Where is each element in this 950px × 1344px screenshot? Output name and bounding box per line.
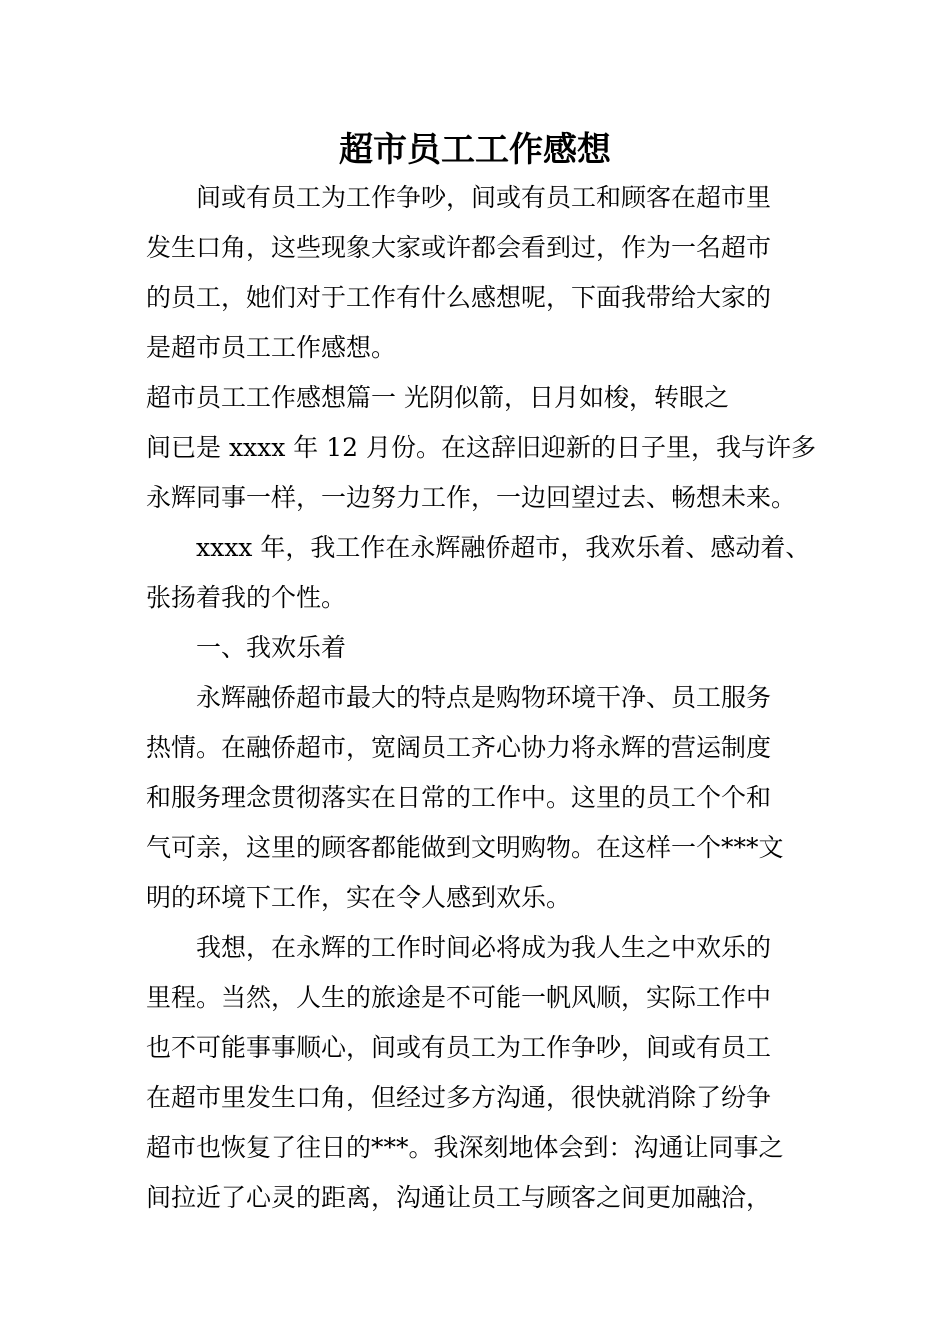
paragraph-line: 在超市里发生口角，但经过多方沟通，很快就消除了纷争 xyxy=(146,1083,772,1112)
paragraph-line: 气可亲，这里的顾客都能做到文明购物。在这样一个***文 xyxy=(146,833,784,862)
paragraph-line: 永辉同事一样，一边努力工作，一边回望过去、畅想未来。 xyxy=(146,483,797,512)
paragraph-line: 热情。在融侨超市，宽阔员工齐心协力将永辉的营运制度 xyxy=(146,733,772,762)
paragraph-line: 永辉融侨超市最大的特点是购物环境干净、员工服务 xyxy=(196,683,772,712)
paragraph-line: 发生口角，这些现象大家或许都会看到过，作为一名超市 xyxy=(146,233,772,262)
paragraph-line: 我想，在永辉的工作时间必将成为我人生之中欢乐的 xyxy=(196,933,772,962)
paragraph-line: xxxx 年，我工作在永辉融侨超市，我欢乐着、感动着、 xyxy=(196,533,811,562)
paragraph-line: 的员工，她们对于工作有什么感想呢，下面我带给大家的 xyxy=(146,283,772,312)
document-title: 超市员工工作感想 xyxy=(339,130,611,170)
paragraph-line: 也不可能事事顺心，间或有员工为工作争吵，间或有员工 xyxy=(146,1033,772,1062)
paragraph-line: 间已是 xxxx 年 12 月份。在这辞旧迎新的日子里，我与许多 xyxy=(146,433,816,462)
paragraph-line: 里程。当然，人生的旅途是不可能一帆风顺，实际工作中 xyxy=(146,983,772,1012)
paragraph-line: 明的环境下工作，实在令人感到欢乐。 xyxy=(146,883,572,912)
paragraph-line: 张扬着我的个性。 xyxy=(146,583,347,612)
paragraph-line: 超市也恢复了往日的***。我深刻地体会到：沟通让同事之 xyxy=(146,1133,784,1162)
paragraph-line: 间拉近了心灵的距离，沟通让员工与顾客之间更加融洽， xyxy=(146,1183,772,1212)
subheading-line: 一、我欢乐着 xyxy=(196,633,347,662)
section-heading-line: 超市员工工作感想篇一 光阴似箭，日月如梭，转眼之 xyxy=(146,383,729,412)
paragraph-line: 间或有员工为工作争吵，间或有员工和顾客在超市里 xyxy=(196,183,772,212)
paragraph-line: 是超市员工工作感想。 xyxy=(146,333,397,362)
paragraph-line: 和服务理念贯彻落实在日常的工作中。这里的员工个个和 xyxy=(146,783,772,812)
